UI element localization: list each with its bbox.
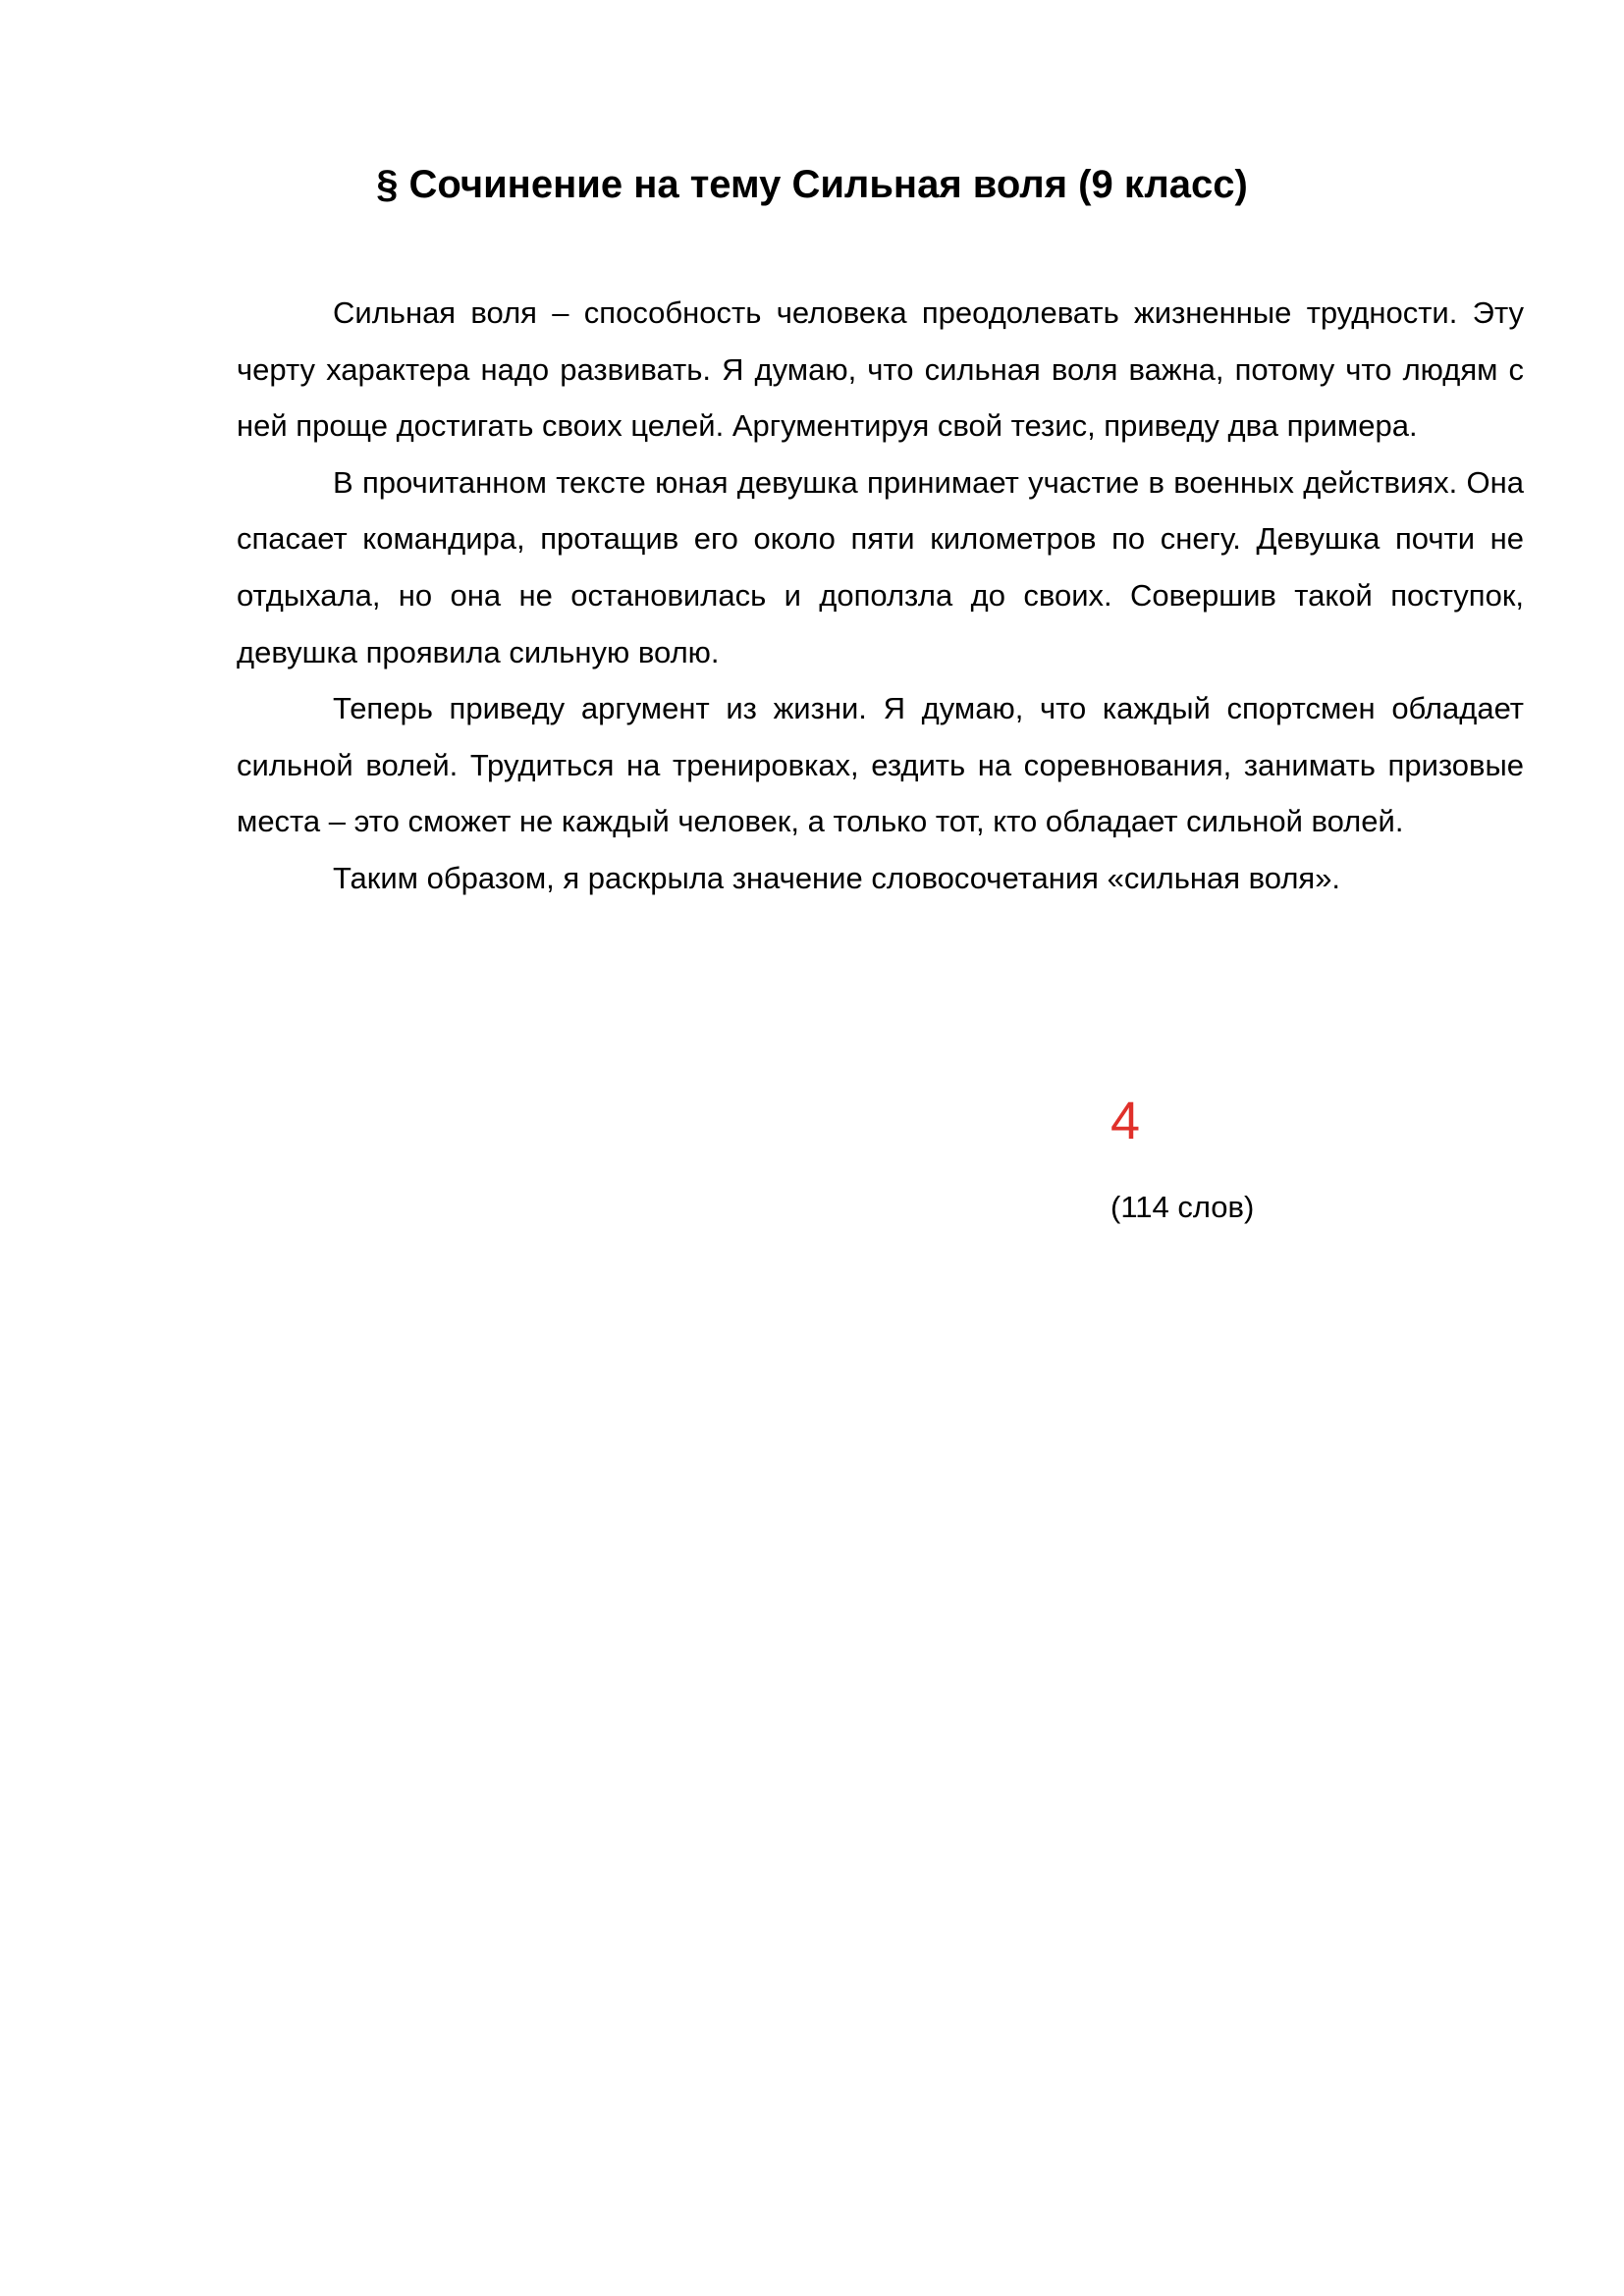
page-title: § Сочинение на тему Сильная воля (9 класс) — [376, 163, 1248, 206]
essay-body — [237, 285, 1524, 907]
paragraph-3: Теперь приведу аргумент из жизни. Я думаю, что каждый спортсмен обладает сильной волей. Трудиться на тренировках, ездить на соревнования, занимать призовые места – это сможет не каждый человек, а только тот, кто обладает сильной волей. — [237, 691, 1524, 839]
grade-mark: 4 — [1110, 1092, 1141, 1150]
paragraph-4: Таким образом, я раскрыла значение словосочетания «сильная воля». — [333, 860, 1341, 895]
paragraph-1: Сильная воля – способность человека преодолевать жизненные трудности. Эту черту характера надо развивать. Я думаю, что сильная воля важна, потому что людям с ней проще достигать своих целей. Аргументируя свой тезис, приведу два примера. — [237, 295, 1524, 444]
paragraph-2: В прочитанном тексте юная девушка принимает участие в военных действиях. Она спасает командира, протащив его около пяти километров по снегу. Девушка почти не отдыхала, но она не остановилась и доползла до своих. Совершив такой поступок, девушка проявила сильную волю. — [237, 464, 1524, 669]
word-count: (114 слов) — [1110, 1190, 1255, 1224]
